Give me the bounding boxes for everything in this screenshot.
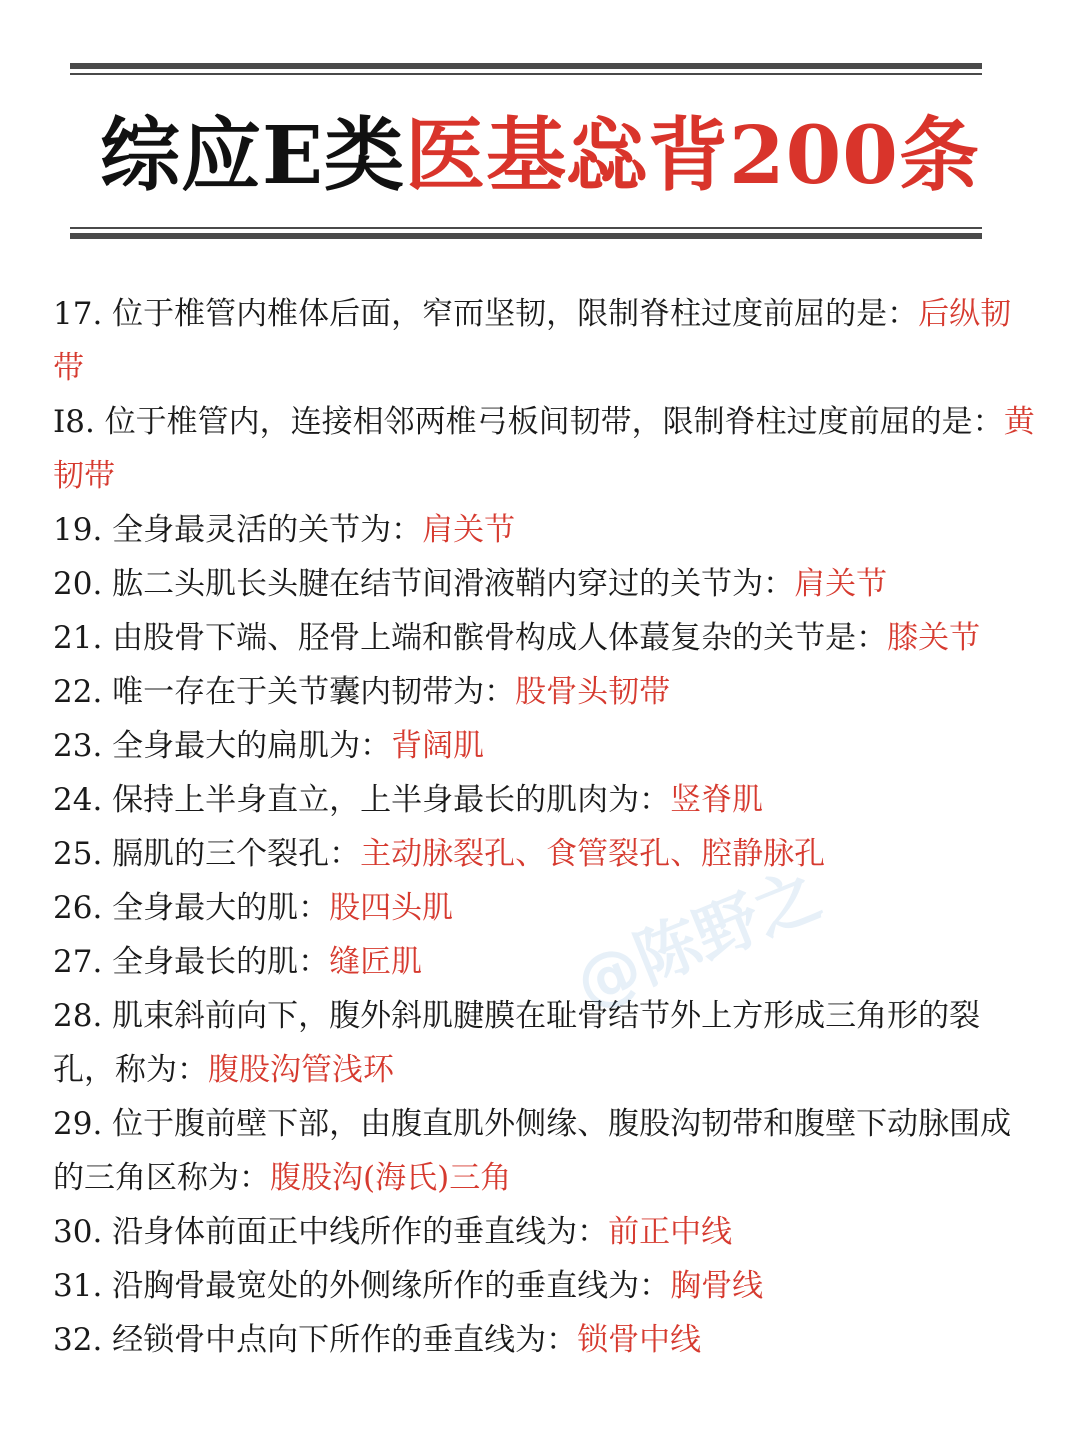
item-answer: 主动脉裂孔、食管裂孔、腔静脉孔 (360, 836, 826, 872)
item-question: 肱二头肌长头腱在结节间滑液鞘内穿过的关节为： (112, 566, 795, 602)
item-answer: 腹股沟(海氏)三角 (270, 1160, 512, 1196)
item-number: 17. (53, 296, 113, 332)
list-item (53, 1205, 1038, 1259)
item-answer: 肩关节 (794, 566, 888, 602)
item-question: 全身最长的肌： (112, 944, 330, 980)
item-question: 唯一存在于关节囊内韧带为： (112, 674, 516, 710)
item-question: 位于椎管内，连接相邻两椎弓板间韧带，限制脊柱过度前屈的是： (104, 404, 1004, 440)
item-answer: 前正中线 (608, 1214, 733, 1250)
item-answer: 腹股沟管浅环 (208, 1052, 394, 1088)
item-number: 20. (53, 566, 113, 602)
item-number: 19. (53, 512, 113, 548)
item-answer: 黄韧带 (53, 404, 1035, 494)
item-number: 23. (53, 728, 113, 764)
list-item (53, 557, 1038, 611)
list-item (53, 665, 1038, 719)
item-answer: 股四头肌 (329, 890, 454, 926)
item-answer: 股骨头韧带 (515, 674, 671, 710)
item-answer: 后纵韧带 (53, 296, 1012, 386)
item-answer: 肩关节 (422, 512, 516, 548)
watermark: @陈野之 (565, 858, 831, 1023)
list-item (53, 1097, 1038, 1205)
page-title-black: 综应E类 (100, 108, 405, 202)
item-number: 29. (53, 1106, 113, 1142)
list-item (53, 1313, 1038, 1367)
item-number: 30. (53, 1214, 113, 1250)
list-item (53, 827, 1038, 881)
item-number: I8. (53, 404, 105, 440)
list-item (53, 719, 1038, 773)
item-answer: 锁骨中线 (577, 1322, 702, 1358)
list-item (53, 611, 1038, 665)
item-answer: 胸骨线 (670, 1268, 764, 1304)
item-question: 位于椎管内椎体后面，窄而坚韧，限制脊柱过度前屈的是： (112, 296, 919, 332)
list-item (53, 935, 1038, 989)
list-item (53, 503, 1038, 557)
item-number: 24. (53, 782, 113, 818)
item-answer: 膝关节 (887, 620, 981, 656)
item-number: 32. (53, 1322, 113, 1358)
item-answer: 缝匠肌 (329, 944, 423, 980)
list-item (53, 395, 1038, 503)
item-question: 经锁骨中点向下所作的垂直线为： (112, 1322, 578, 1358)
list-item (53, 989, 1038, 1097)
item-question: 位于腹前壁下部，由腹直肌外侧缘、腹股沟韧带和腹壁下动脉围成的三角区称为： (53, 1106, 1012, 1196)
item-number: 22. (53, 674, 113, 710)
item-number: 25. (53, 836, 113, 872)
item-question: 沿身体前面正中线所作的垂直线为： (112, 1214, 609, 1250)
list-item (53, 287, 1038, 395)
item-number: 21. (53, 620, 113, 656)
item-number: 27. (53, 944, 113, 980)
item-question: 全身最大的肌： (112, 890, 330, 926)
item-question: 由股骨下端、胫骨上端和髌骨构成人体蕞复杂的关节是： (112, 620, 888, 656)
item-question: 全身最灵活的关节为： (112, 512, 423, 548)
item-question: 沿胸骨最宽处的外侧缘所作的垂直线为： (112, 1268, 671, 1304)
item-answer: 竖脊肌 (670, 782, 764, 818)
list-item (53, 881, 1038, 935)
bottom-divider (70, 227, 982, 239)
item-question: 肌束斜前向下，腹外斜肌腱膜在耻骨结节外上方形成三角形的裂孔，称为： (53, 998, 981, 1088)
top-divider (70, 63, 982, 75)
item-question: 保持上半身直立，上半身最长的肌肉为： (112, 782, 671, 818)
item-question: 全身最大的扁肌为： (112, 728, 392, 764)
page-title (0, 100, 1080, 210)
question-list (53, 287, 1038, 1367)
page-title-red: 医基惢背200条 (404, 108, 980, 202)
item-number: 28. (53, 998, 113, 1034)
item-number: 26. (53, 890, 113, 926)
item-answer: 背阔肌 (391, 728, 485, 764)
item-question: 膈肌的三个裂孔： (112, 836, 361, 872)
item-number: 31. (53, 1268, 113, 1304)
list-item (53, 1259, 1038, 1313)
list-item (53, 773, 1038, 827)
